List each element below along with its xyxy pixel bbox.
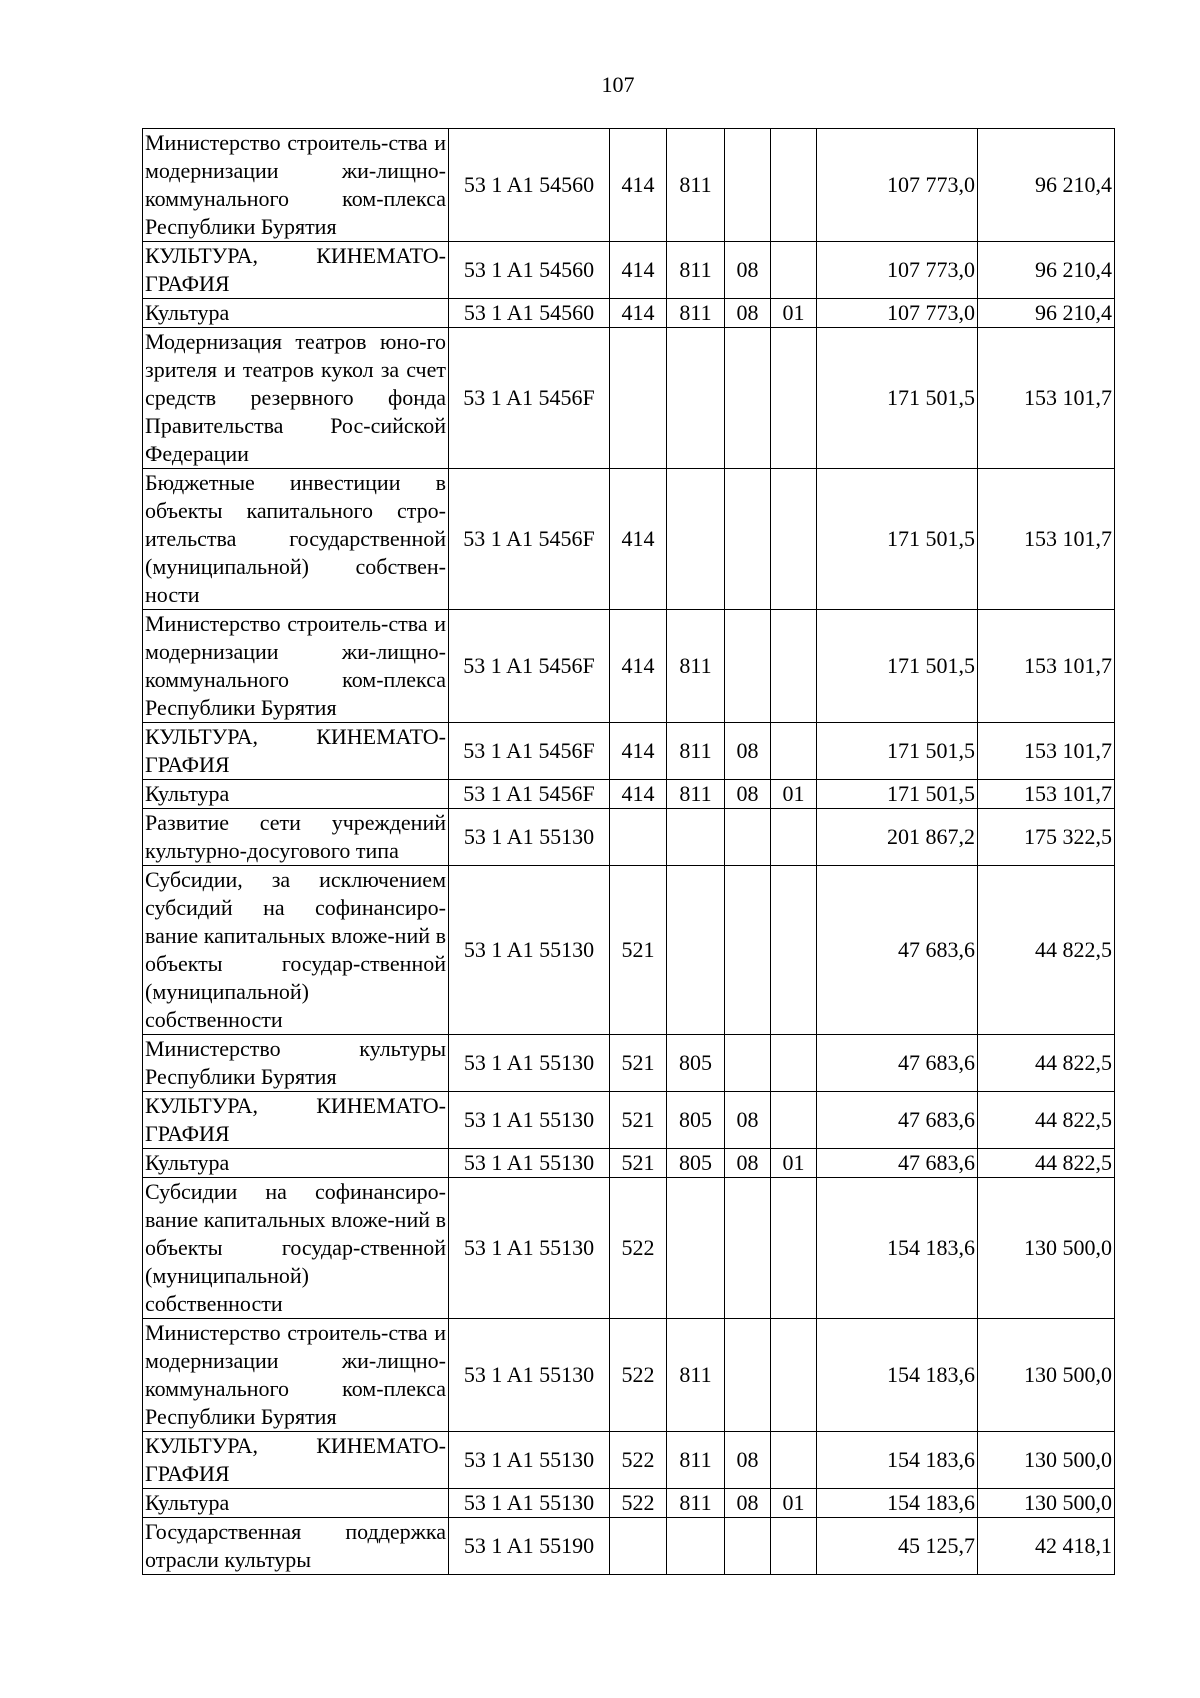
cell-section	[725, 610, 771, 723]
cell-ministry-code: 811	[667, 723, 725, 780]
cell-name: Модернизация театров юно-го зрителя и театров кукол за счет средств резервного фонда Правительства Рос-сийской Федерации	[143, 328, 449, 469]
cell-subsection: 01	[771, 299, 817, 328]
table-row	[143, 1489, 1115, 1518]
cell-name: Государственная поддержка отрасли культуры	[143, 1518, 449, 1575]
cell-ministry-code	[667, 809, 725, 866]
cell-amount-2: 44 822,5	[978, 1092, 1115, 1149]
cell-amount-2: 44 822,5	[978, 866, 1115, 1035]
cell-ministry-code	[667, 1518, 725, 1575]
cell-subsection	[771, 723, 817, 780]
cell-target-article: 53 1 A1 54560	[449, 129, 610, 242]
cell-expense-type: 522	[610, 1319, 667, 1432]
cell-name: Субсидии на софинансиро-вание капитальных вложе-ний в объекты государ-ственной (муниципальной) собственности	[143, 1178, 449, 1319]
cell-subsection	[771, 1092, 817, 1149]
cell-target-article: 53 1 A1 55130	[449, 1149, 610, 1178]
cell-expense-type: 522	[610, 1178, 667, 1319]
cell-expense-type: 414	[610, 610, 667, 723]
cell-expense-type: 414	[610, 723, 667, 780]
cell-section	[725, 809, 771, 866]
table-row	[143, 866, 1115, 1035]
table-row	[143, 1432, 1115, 1489]
table-row	[143, 1518, 1115, 1575]
cell-amount-2: 175 322,5	[978, 809, 1115, 866]
cell-name: Развитие сети учреждений культурно-досугового типа	[143, 809, 449, 866]
cell-amount-1: 47 683,6	[817, 1035, 978, 1092]
cell-ministry-code: 805	[667, 1092, 725, 1149]
cell-section: 08	[725, 1092, 771, 1149]
cell-section	[725, 328, 771, 469]
cell-expense-type	[610, 328, 667, 469]
cell-subsection	[771, 610, 817, 723]
cell-subsection	[771, 1518, 817, 1575]
table-row	[143, 1149, 1115, 1178]
cell-name: КУЛЬТУРА, КИНЕМАТО-ГРАФИЯ	[143, 723, 449, 780]
cell-name: Министерство строитель-ства и модернизации жи-лищно-коммунального ком-плекса Республики Бурятия	[143, 1319, 449, 1432]
cell-ministry-code	[667, 866, 725, 1035]
cell-amount-2: 153 101,7	[978, 610, 1115, 723]
cell-subsection	[771, 1035, 817, 1092]
table-row	[143, 129, 1115, 242]
cell-expense-type: 414	[610, 129, 667, 242]
cell-ministry-code: 811	[667, 242, 725, 299]
table-row	[143, 328, 1115, 469]
cell-subsection	[771, 1178, 817, 1319]
cell-target-article: 53 1 A1 5456F	[449, 780, 610, 809]
cell-name: Культура	[143, 1489, 449, 1518]
cell-target-article: 53 1 A1 55130	[449, 809, 610, 866]
cell-amount-2: 96 210,4	[978, 242, 1115, 299]
cell-amount-2: 96 210,4	[978, 129, 1115, 242]
cell-amount-2: 153 101,7	[978, 780, 1115, 809]
cell-expense-type: 414	[610, 242, 667, 299]
cell-target-article: 53 1 A1 54560	[449, 299, 610, 328]
cell-amount-1: 107 773,0	[817, 129, 978, 242]
cell-name: Культура	[143, 780, 449, 809]
table-row	[143, 469, 1115, 610]
budget-table	[142, 128, 1115, 1575]
cell-subsection	[771, 1319, 817, 1432]
cell-expense-type: 414	[610, 469, 667, 610]
cell-subsection	[771, 1432, 817, 1489]
cell-subsection: 01	[771, 780, 817, 809]
cell-amount-1: 171 501,5	[817, 780, 978, 809]
cell-amount-1: 201 867,2	[817, 809, 978, 866]
cell-amount-2: 130 500,0	[978, 1319, 1115, 1432]
cell-amount-1: 47 683,6	[817, 1149, 978, 1178]
cell-name: Субсидии, за исключением субсидий на софинансиро-вание капитальных вложе-ний в объекты государ-ственной (муниципальной) собственности	[143, 866, 449, 1035]
cell-amount-1: 47 683,6	[817, 866, 978, 1035]
cell-target-article: 53 1 A1 5456F	[449, 610, 610, 723]
cell-expense-type: 414	[610, 780, 667, 809]
cell-ministry-code	[667, 469, 725, 610]
cell-target-article: 53 1 A1 5456F	[449, 723, 610, 780]
table-row	[143, 1035, 1115, 1092]
cell-ministry-code: 811	[667, 299, 725, 328]
cell-subsection	[771, 469, 817, 610]
cell-name: Бюджетные инвестиции в объекты капитального стро-ительства государственной (муниципальной) собствен-ности	[143, 469, 449, 610]
cell-section	[725, 1319, 771, 1432]
table-row	[143, 1178, 1115, 1319]
cell-ministry-code: 811	[667, 1319, 725, 1432]
cell-section: 08	[725, 1149, 771, 1178]
table-row	[143, 1092, 1115, 1149]
cell-target-article: 53 1 A1 55130	[449, 1319, 610, 1432]
table-row	[143, 242, 1115, 299]
cell-amount-2: 153 101,7	[978, 723, 1115, 780]
cell-amount-1: 47 683,6	[817, 1092, 978, 1149]
cell-amount-1: 171 501,5	[817, 723, 978, 780]
cell-name: Культура	[143, 1149, 449, 1178]
cell-ministry-code: 811	[667, 129, 725, 242]
cell-amount-2: 44 822,5	[978, 1035, 1115, 1092]
cell-amount-1: 107 773,0	[817, 299, 978, 328]
cell-amount-2: 96 210,4	[978, 299, 1115, 328]
cell-target-article: 53 1 A1 55130	[449, 866, 610, 1035]
cell-target-article: 53 1 A1 55190	[449, 1518, 610, 1575]
cell-amount-1: 171 501,5	[817, 469, 978, 610]
cell-section: 08	[725, 1489, 771, 1518]
cell-amount-1: 154 183,6	[817, 1178, 978, 1319]
cell-subsection	[771, 328, 817, 469]
cell-target-article: 53 1 A1 54560	[449, 242, 610, 299]
table-row	[143, 723, 1115, 780]
table-row	[143, 610, 1115, 723]
cell-name: Министерство культуры Республики Бурятия	[143, 1035, 449, 1092]
cell-ministry-code: 811	[667, 780, 725, 809]
cell-name: Министерство строитель-ства и модернизации жи-лищно-коммунального ком-плекса Республики Бурятия	[143, 610, 449, 723]
cell-ministry-code	[667, 1178, 725, 1319]
cell-section	[725, 1178, 771, 1319]
cell-ministry-code: 811	[667, 1432, 725, 1489]
cell-name: Культура	[143, 299, 449, 328]
cell-amount-2: 130 500,0	[978, 1432, 1115, 1489]
cell-section	[725, 866, 771, 1035]
cell-name: КУЛЬТУРА, КИНЕМАТО-ГРАФИЯ	[143, 1092, 449, 1149]
table-row	[143, 299, 1115, 328]
cell-subsection	[771, 866, 817, 1035]
cell-expense-type: 522	[610, 1432, 667, 1489]
cell-amount-1: 107 773,0	[817, 242, 978, 299]
cell-section: 08	[725, 242, 771, 299]
cell-expense-type: 414	[610, 299, 667, 328]
cell-expense-type	[610, 809, 667, 866]
cell-expense-type	[610, 1518, 667, 1575]
cell-name: КУЛЬТУРА, КИНЕМАТО-ГРАФИЯ	[143, 1432, 449, 1489]
cell-target-article: 53 1 A1 55130	[449, 1178, 610, 1319]
cell-amount-1: 154 183,6	[817, 1432, 978, 1489]
cell-amount-2: 44 822,5	[978, 1149, 1115, 1178]
cell-amount-2: 153 101,7	[978, 328, 1115, 469]
page-number: 107	[601, 72, 635, 97]
table-row	[143, 1319, 1115, 1432]
cell-target-article: 53 1 A1 5456F	[449, 328, 610, 469]
cell-amount-1: 154 183,6	[817, 1489, 978, 1518]
cell-amount-2: 42 418,1	[978, 1518, 1115, 1575]
cell-section: 08	[725, 299, 771, 328]
cell-name: КУЛЬТУРА, КИНЕМАТО-ГРАФИЯ	[143, 242, 449, 299]
cell-subsection	[771, 809, 817, 866]
cell-section: 08	[725, 1432, 771, 1489]
cell-name: Министерство строитель-ства и модернизации жи-лищно-коммунального ком-плекса Республики Бурятия	[143, 129, 449, 242]
cell-amount-1: 45 125,7	[817, 1518, 978, 1575]
cell-expense-type: 521	[610, 866, 667, 1035]
cell-section	[725, 469, 771, 610]
cell-amount-1: 154 183,6	[817, 1319, 978, 1432]
cell-amount-1: 171 501,5	[817, 328, 978, 469]
cell-ministry-code: 811	[667, 610, 725, 723]
cell-ministry-code: 805	[667, 1149, 725, 1178]
cell-subsection: 01	[771, 1489, 817, 1518]
cell-ministry-code: 805	[667, 1035, 725, 1092]
table-row	[143, 809, 1115, 866]
cell-section	[725, 1518, 771, 1575]
cell-subsection	[771, 242, 817, 299]
cell-expense-type: 522	[610, 1489, 667, 1518]
cell-target-article: 53 1 A1 5456F	[449, 469, 610, 610]
cell-target-article: 53 1 A1 55130	[449, 1035, 610, 1092]
cell-expense-type: 521	[610, 1149, 667, 1178]
cell-section: 08	[725, 723, 771, 780]
cell-amount-2: 130 500,0	[978, 1178, 1115, 1319]
cell-ministry-code: 811	[667, 1489, 725, 1518]
cell-subsection: 01	[771, 1149, 817, 1178]
cell-section	[725, 1035, 771, 1092]
cell-subsection	[771, 129, 817, 242]
cell-section: 08	[725, 780, 771, 809]
cell-ministry-code	[667, 328, 725, 469]
cell-target-article: 53 1 A1 55130	[449, 1432, 610, 1489]
table-row	[143, 780, 1115, 809]
cell-expense-type: 521	[610, 1035, 667, 1092]
cell-expense-type: 521	[610, 1092, 667, 1149]
cell-amount-2: 130 500,0	[978, 1489, 1115, 1518]
cell-amount-1: 171 501,5	[817, 610, 978, 723]
cell-target-article: 53 1 A1 55130	[449, 1489, 610, 1518]
cell-target-article: 53 1 A1 55130	[449, 1092, 610, 1149]
cell-section	[725, 129, 771, 242]
table-body	[143, 129, 1115, 1575]
cell-amount-2: 153 101,7	[978, 469, 1115, 610]
